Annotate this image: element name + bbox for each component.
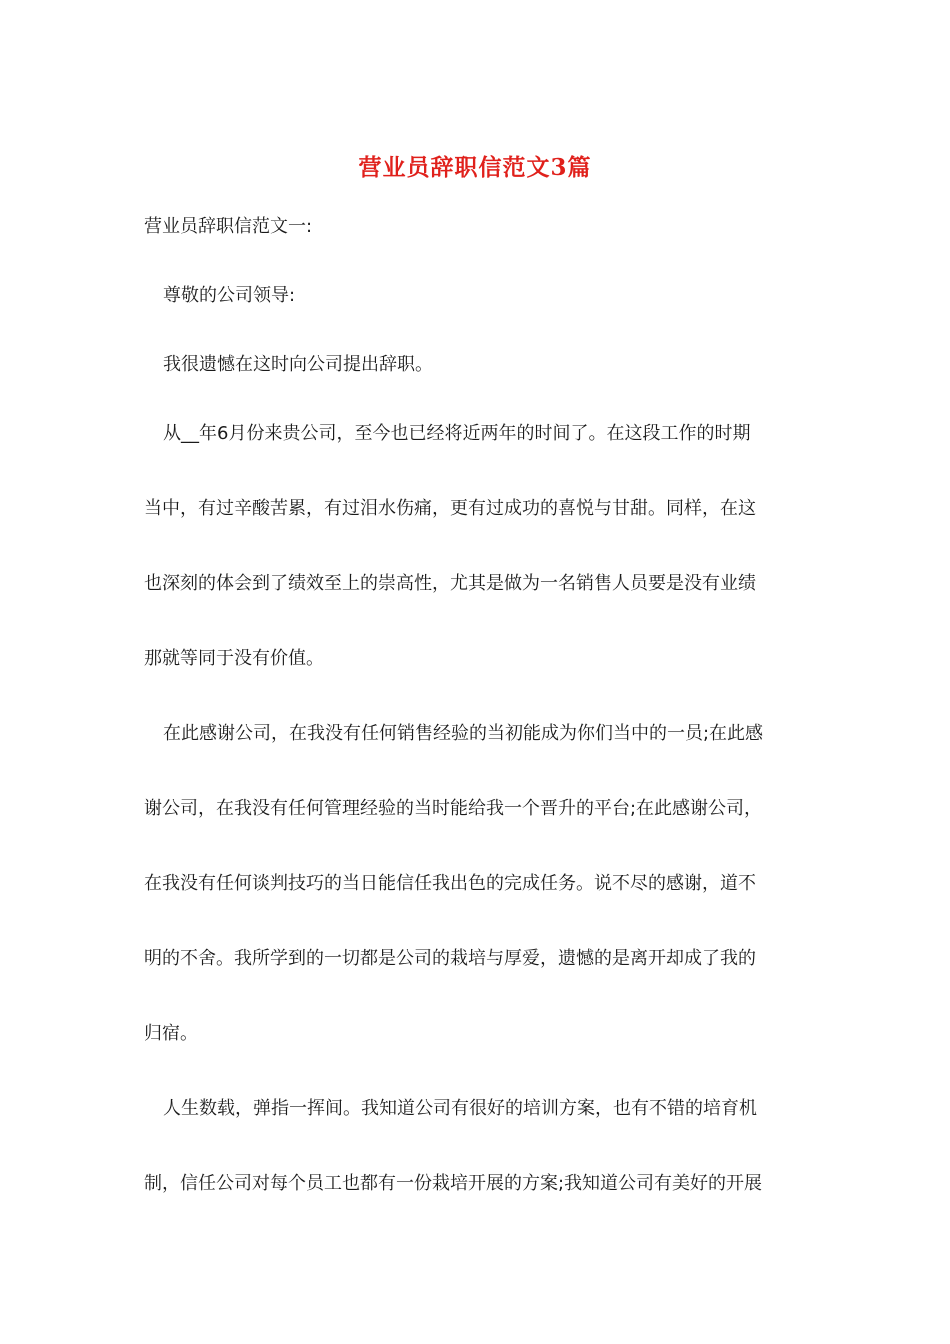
salutation: 尊敬的公司领导: [163,285,296,306]
paragraph-line: 也深刻的体会到了绩效至上的崇高性，尤其是做为一名销售人员要是没有业绩 [144,573,756,594]
paragraph-line: 制，信任公司对每个员工也都有一份栽培开展的方案;我知道公司有美好的开展 [144,1173,763,1194]
paragraph-line: 归宿。 [144,1023,198,1044]
paragraph-line: 从__年6月份来贵公司，至今也已经将近两年的时间了。在这段工作的时期 [163,423,751,444]
section-heading: 营业员辞职信范文一: [144,216,313,237]
paragraph-line: 我很遗憾在这时向公司提出辞职。 [163,354,433,375]
paragraph-line: 人生数载，弹指一挥间。我知道公司有很好的培训方案，也有不错的培育机 [163,1098,757,1119]
document-title: 营业员辞职信范文3篇 [358,154,592,181]
paragraph-line: 谢公司，在我没有任何管理经验的当时能给我一个晋升的平台;在此感谢公司， [144,798,763,819]
paragraph-line: 明的不舍。我所学到的一切都是公司的栽培与厚爱，遗憾的是离开却成了我的 [144,948,756,969]
paragraph-line: 当中，有过辛酸苦累，有过泪水伤痛，更有过成功的喜悦与甘甜。同样，在这 [144,498,756,519]
paragraph-line: 在我没有任何谈判技巧的当日能信任我出色的完成任务。说不尽的感谢，道不 [144,873,756,894]
document-body [144,208,810,1202]
paragraph-line: 在此感谢公司，在我没有任何销售经验的当初能成为你们当中的一员;在此感 [163,723,764,744]
paragraph-line: 那就等同于没有价值。 [144,648,324,669]
